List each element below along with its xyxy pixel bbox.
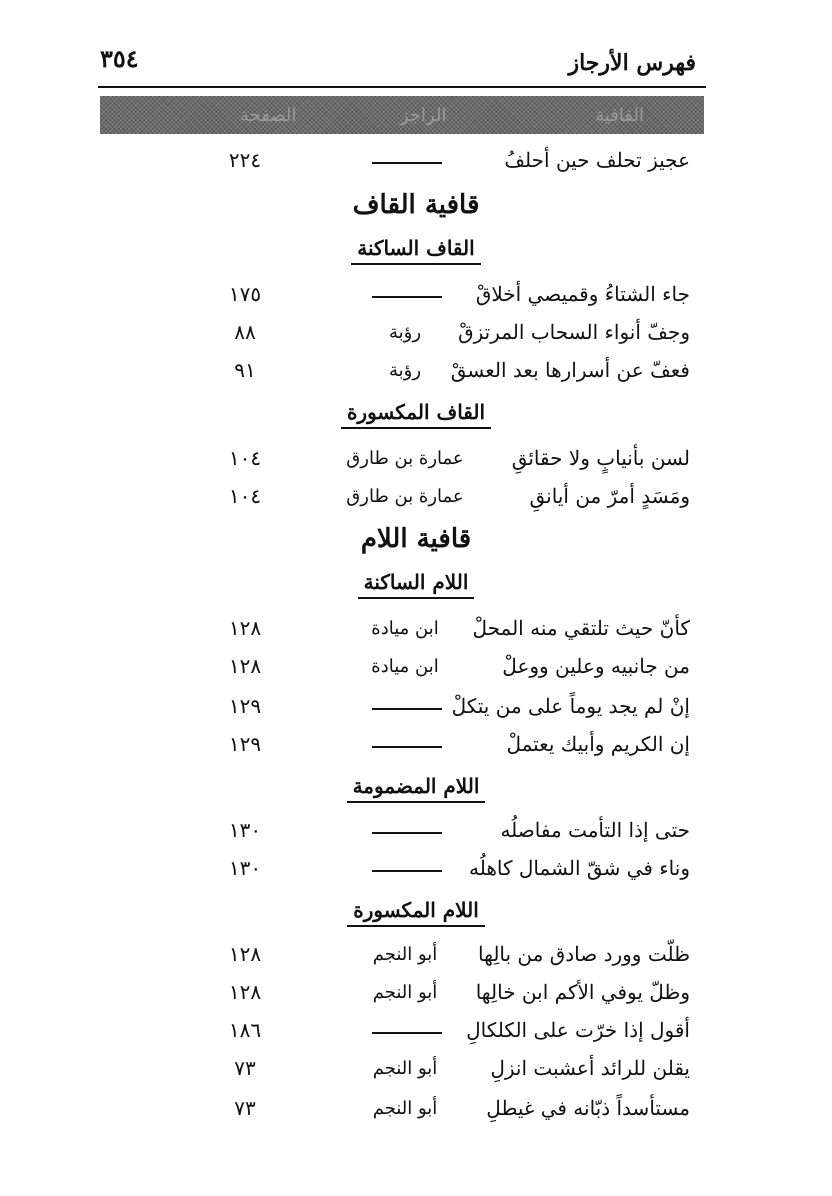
entry-row — [0, 276, 832, 316]
verse-text: ومَسَدٍ أمرّ من أيانقِ — [529, 484, 690, 508]
subsection-heading — [0, 774, 832, 798]
poet-name: أبو النجم — [372, 1098, 438, 1119]
entry-row — [0, 478, 832, 518]
poet-name: عمارة بن طارق — [346, 448, 464, 469]
page-ref: ١٨٦ — [228, 1018, 262, 1042]
poet-name: رؤبة — [388, 322, 422, 343]
poet-name: ابن ميادة — [371, 656, 439, 677]
page-ref: ١٠٤ — [228, 484, 262, 508]
subsection-heading-text: القاف الساكنة — [351, 236, 480, 265]
entry-row — [0, 1090, 832, 1130]
poet-name: عمارة بن طارق — [346, 486, 464, 507]
entry-row — [0, 688, 832, 728]
verse-text: مستأسداً ذبّانه في غيطلِ — [486, 1096, 690, 1120]
page-ref: ٨٨ — [234, 320, 256, 344]
verse-text: وظلّ يوفي الأكم ابن خالِها — [475, 980, 690, 1004]
page-ref: ١٢٩ — [228, 694, 262, 718]
no-poet-dash — [372, 870, 442, 872]
running-title: فهرس الأرجاز — [568, 50, 696, 76]
page-ref: ١٢٨ — [228, 980, 262, 1004]
subsection-heading — [0, 400, 832, 424]
entry-row — [0, 1012, 832, 1052]
verse-text: إنْ لم يجد يوماً على من يتكلْ — [451, 694, 690, 718]
section-heading: قافية القاف — [352, 190, 480, 220]
page-ref: ١٣٠ — [228, 818, 262, 842]
verse-text: فعفّ عن أسرارها بعد العسقْ — [450, 358, 690, 382]
column-header-page: الصفحة — [240, 105, 297, 126]
verse-text: عجيز تحلف حين أحلفُ — [504, 148, 690, 172]
entry-row — [0, 610, 832, 650]
verse-text: أقول إذا خرّت على الكلكالِ — [466, 1018, 690, 1042]
column-header-poet: الراجز — [400, 105, 447, 126]
page-ref: ٧٣ — [234, 1096, 256, 1120]
poet-name: أبو النجم — [372, 1058, 438, 1079]
entry-row — [0, 352, 832, 392]
no-poet-dash — [372, 708, 442, 710]
subsection-heading — [0, 236, 832, 260]
entry-row — [0, 142, 832, 182]
page-ref: ٢٢٤ — [228, 148, 262, 172]
verse-text: ظلّت وورد صادق من بالِها — [478, 942, 690, 966]
no-poet-dash — [372, 162, 442, 164]
verse-text: وجفّ أنواء السحاب المرتزقْ — [458, 320, 690, 344]
no-poet-dash — [372, 296, 442, 298]
no-poet-dash — [372, 832, 442, 834]
verse-text: إن الكريم وأبيك يعتملْ — [506, 732, 690, 756]
verse-text: يقلن للرائد أعشبت انزلِ — [490, 1056, 690, 1080]
verse-text: وناء في شقّ الشمال كاهلُه — [468, 856, 690, 880]
page-ref: ٧٣ — [234, 1056, 256, 1080]
poet-name: أبو النجم — [372, 944, 438, 965]
page-ref: ١٢٨ — [228, 654, 262, 678]
no-poet-dash — [372, 1032, 442, 1034]
page-ref: ٩١ — [234, 358, 256, 382]
entry-row — [0, 1050, 832, 1090]
no-poet-dash — [372, 746, 442, 748]
column-header-verse: القافية — [595, 105, 644, 126]
verse-text: من جانبيه وعلين ووعلْ — [502, 654, 690, 678]
entry-row — [0, 648, 832, 688]
entry-row — [0, 726, 832, 766]
poet-name: أبو النجم — [372, 982, 438, 1003]
subsection-heading — [0, 570, 832, 594]
verse-text: جاء الشتاءُ وقميصي أخلاقْ — [475, 282, 690, 306]
subsection-heading — [0, 898, 832, 922]
subsection-heading-text: اللام الساكنة — [358, 570, 475, 599]
poet-name: رؤبة — [388, 360, 422, 381]
subsection-heading-text: اللام المكسورة — [347, 898, 485, 927]
page-ref: ١٢٩ — [228, 732, 262, 756]
page-number: ٣٥٤ — [100, 44, 139, 73]
entry-row — [0, 936, 832, 976]
page-ref: ١٢٨ — [228, 616, 262, 640]
page-ref: ١٧٥ — [228, 282, 262, 306]
entry-row — [0, 314, 832, 354]
entry-row — [0, 974, 832, 1014]
page-ref: ١٣٠ — [228, 856, 262, 880]
verse-text: حتى إذا التأمت مفاصلُه — [500, 818, 690, 842]
poet-name: ابن ميادة — [371, 618, 439, 639]
entry-row — [0, 850, 832, 890]
page-ref: ١٢٨ — [228, 942, 262, 966]
verse-text: لسن بأنيابٍ ولا حقائقِ — [511, 446, 690, 470]
page-ref: ١٠٤ — [228, 446, 262, 470]
section-heading: قافية اللام — [360, 524, 472, 554]
verse-text: كأنّ حيث تلتقي منه المحلْ — [472, 616, 690, 640]
subsection-heading-text: القاف المكسورة — [341, 400, 491, 429]
entry-row — [0, 812, 832, 852]
subsection-heading-text: اللام المضمومة — [347, 774, 486, 803]
entry-row — [0, 440, 832, 480]
